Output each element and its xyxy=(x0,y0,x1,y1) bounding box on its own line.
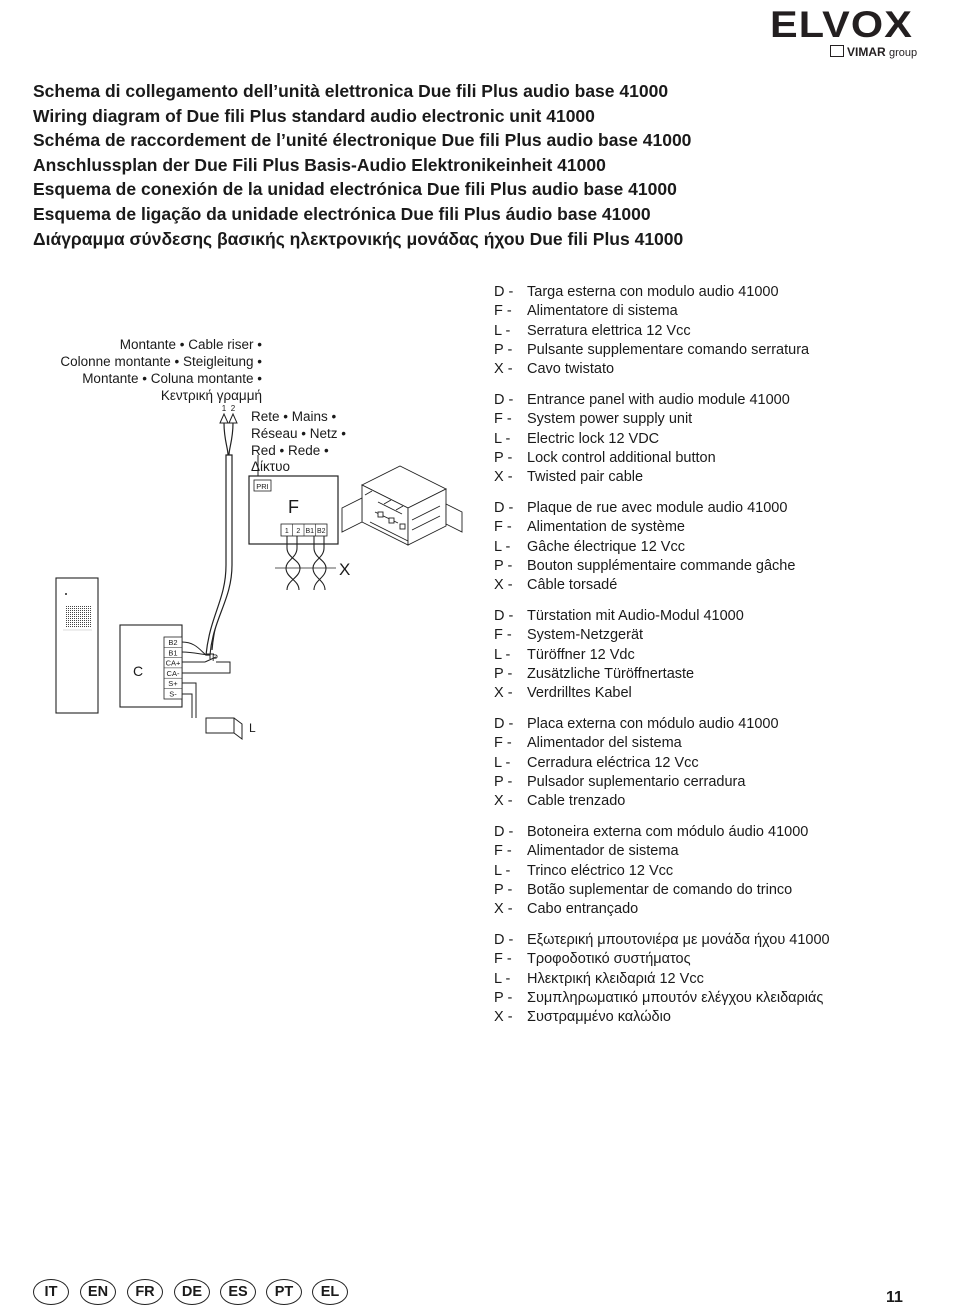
legend-code: D - xyxy=(494,607,514,624)
legend-text: System power supply unit xyxy=(527,411,693,428)
riser-label-line-2: Colonne montante • Steigleitung • xyxy=(60,354,262,369)
language-badge-de[interactable]: DE xyxy=(174,1279,210,1305)
legend-code: L - xyxy=(494,754,511,771)
legend-text: System-Netzgerät xyxy=(527,627,644,644)
legend-code: X - xyxy=(494,901,513,918)
legend-row xyxy=(494,341,934,360)
legend-text: Τροφοδοτικό συστήματος xyxy=(527,951,691,968)
brand-group xyxy=(830,45,917,59)
title-fr: Schéma de raccordement de l’unité électronique Due fili Plus audio base 41000 xyxy=(33,130,692,151)
legend-code: F - xyxy=(494,951,512,968)
legend-row xyxy=(494,646,934,665)
legend-code: L - xyxy=(494,430,511,447)
legend-row xyxy=(494,823,934,842)
legend-group-el xyxy=(494,931,934,1027)
legend-text: Alimentador del sistema xyxy=(527,735,682,752)
riser-label-line-1: Montante • Cable riser • xyxy=(119,337,262,352)
legend-code: D - xyxy=(494,823,514,840)
legend-code: D - xyxy=(494,391,514,408)
legend-text: Twisted pair cable xyxy=(527,469,644,486)
legend-text: Cavo twistato xyxy=(527,361,615,378)
legend-text: Lock control additional button xyxy=(527,449,716,466)
legend-text: Alimentation de système xyxy=(527,519,685,536)
brand-group-name: VIMAR xyxy=(847,45,886,59)
legend-row xyxy=(494,518,934,537)
riser-label-line-4: Κεντρική γραμμή xyxy=(160,388,262,403)
legend-code: F - xyxy=(494,303,512,320)
language-badge-es[interactable]: ES xyxy=(220,1279,256,1305)
legend-row xyxy=(494,715,934,734)
brand-name: ELVOX xyxy=(770,4,913,45)
legend-code: F - xyxy=(494,519,512,536)
legend-code: F - xyxy=(494,735,512,752)
riser-terminal-2: 2 xyxy=(230,404,236,413)
legend-code: X - xyxy=(494,577,513,594)
legend-code: L - xyxy=(494,538,511,555)
lock-wires xyxy=(182,683,196,718)
legend-row xyxy=(494,499,934,518)
unit-label: C xyxy=(132,663,144,679)
legend-group-it xyxy=(494,283,934,379)
legend-row xyxy=(494,607,934,626)
legend-text: Ηλεκτρική κλειδαριά 12 Vcc xyxy=(527,970,704,987)
page-titles xyxy=(33,79,691,251)
riser-terminal-1: 1 xyxy=(221,404,227,413)
legend-text: Verdrilltes Kabel xyxy=(527,685,632,702)
legend-row xyxy=(494,754,934,773)
legend-code: X - xyxy=(494,685,513,702)
legend-row xyxy=(494,410,934,429)
legend-row xyxy=(494,430,934,449)
lock-label: L xyxy=(249,721,256,735)
legend-text: Bouton supplémentaire commande gâche xyxy=(527,557,796,574)
riser-cable-bundle xyxy=(206,455,232,655)
legend-text: Entrance panel with audio module 41000 xyxy=(527,391,790,408)
title-it: Schema di collegamento dell’unità elettronica Due fili Plus audio base 41000 xyxy=(33,81,669,101)
legend-row xyxy=(494,970,934,989)
title-es: Esquema de conexión de la unidad electrónica Due fili Plus audio base 41000 xyxy=(33,179,677,200)
unit-terminal-ca-minus: CA- xyxy=(166,668,180,678)
legend-group-pt xyxy=(494,823,934,919)
legend-text: Serratura elettrica 12 Vcc xyxy=(527,322,691,339)
legend-code: P - xyxy=(494,341,513,358)
speaker-grille xyxy=(66,605,92,627)
language-badge-fr[interactable]: FR xyxy=(127,1279,163,1305)
legend-code: F - xyxy=(494,627,512,644)
legend-code: P - xyxy=(494,989,513,1006)
elvox-logo xyxy=(768,4,918,60)
button-wires xyxy=(182,662,230,673)
legend-code: D - xyxy=(494,284,514,300)
mains-label-line-2: Réseau • Netz • xyxy=(251,426,346,441)
title-en: Wiring diagram of Due fili Plus standard audio electronic unit 41000 xyxy=(33,105,595,126)
legend-row xyxy=(494,734,934,753)
riser-label-line-3: Montante • Coluna montante • xyxy=(82,371,262,386)
legend-row xyxy=(494,557,934,576)
legend-text: Εξωτερική μπουτονιέρα με μονάδα ήχου 41000 xyxy=(527,931,830,948)
legend-row xyxy=(494,538,934,557)
legend-text: Câble torsadé xyxy=(527,577,618,594)
mains-label-line-4: Δίκτυο xyxy=(251,459,290,474)
legend-code: F - xyxy=(494,411,512,428)
language-badge-it[interactable]: IT xyxy=(33,1279,69,1305)
legend-text: Targa esterna con modulo audio 41000 xyxy=(527,284,779,300)
legend-text: Botoneira externa com módulo áudio 41000 xyxy=(527,823,809,840)
psu-terminal-b2: B2 xyxy=(317,528,326,535)
legend-code: L - xyxy=(494,970,511,987)
riser-arrow-icon xyxy=(220,414,237,423)
legend-text: Alimentador de sistema xyxy=(527,843,679,860)
unit-terminal-ca-plus: CA+ xyxy=(165,658,181,668)
legend-text: Trinco eléctrico 12 Vcc xyxy=(527,862,674,879)
unit-terminal-b2: B2 xyxy=(168,638,178,647)
legend-row xyxy=(494,792,934,811)
legend-row xyxy=(494,626,934,645)
legend-text: Placa externa con módulo audio 41000 xyxy=(527,715,779,732)
language-badge-pt[interactable]: PT xyxy=(266,1279,302,1305)
mains-label-line-3: Red • Rede • xyxy=(251,443,329,458)
legend-row xyxy=(494,881,934,900)
legend-group-de xyxy=(494,607,934,703)
legend-code: P - xyxy=(494,449,513,466)
legend-text: Cable trenzado xyxy=(527,793,626,810)
legend-code: X - xyxy=(494,469,513,486)
legend-text: Cabo entrançado xyxy=(527,901,639,918)
legend-text: Συμπληρωματικό μπουτόν ελέγχου κλειδαριάς xyxy=(527,989,824,1006)
cable-label: X xyxy=(339,560,351,579)
legend xyxy=(494,283,934,1039)
legend-text: Türstation mit Audio-Modul 41000 xyxy=(527,607,744,624)
legend-text: Cerradura eléctrica 12 Vcc xyxy=(527,754,699,771)
title-el: Διάγραμμα σύνδεσης βασικής ηλεκτρονικής μονάδας ήχου Due fili Plus 41000 xyxy=(33,228,684,249)
legend-row xyxy=(494,1008,934,1027)
legend-text: Συστραμμένο καλώδιο xyxy=(527,1009,671,1026)
legend-row xyxy=(494,391,934,410)
legend-row xyxy=(494,665,934,684)
brand-group-suffix: group xyxy=(889,47,918,59)
legend-text: Pulsante supplementare comando serratura xyxy=(527,341,810,358)
legend-row xyxy=(494,862,934,881)
legend-row xyxy=(494,989,934,1008)
legend-code: P - xyxy=(494,881,513,898)
title-de: Anschlussplan der Due Fili Plus Basis-Audio Elektronikeinheit 41000 xyxy=(33,154,606,175)
language-badge-el[interactable]: EL xyxy=(312,1279,348,1305)
legend-group-fr xyxy=(494,499,934,595)
unit-terminal-s-plus: S+ xyxy=(168,679,178,689)
legend-row xyxy=(494,842,934,861)
entrance-panel xyxy=(56,578,98,713)
language-badge-en[interactable]: EN xyxy=(80,1279,116,1305)
psu-label: F xyxy=(288,497,299,517)
legend-code: D - xyxy=(494,499,514,516)
legend-code: P - xyxy=(494,557,513,574)
din-module-illustration xyxy=(342,466,462,545)
legend-text: Pulsador suplementario cerradura xyxy=(527,773,746,790)
legend-code: X - xyxy=(494,361,513,378)
mains-label-line-1: Rete • Mains • xyxy=(251,409,337,424)
psu-terminal-b1: B1 xyxy=(305,528,315,535)
legend-row xyxy=(494,283,934,302)
legend-row xyxy=(494,449,934,468)
legend-row xyxy=(494,360,934,379)
legend-code: P - xyxy=(494,665,513,682)
legend-text: Plaque de rue avec module audio 41000 xyxy=(527,499,788,516)
legend-code: L - xyxy=(494,862,511,879)
legend-text: Zusätzliche Türöffnertaste xyxy=(527,665,695,682)
page-number: 11 xyxy=(886,1289,903,1306)
legend-row xyxy=(494,931,934,950)
legend-text: Electric lock 12 VDC xyxy=(527,430,660,447)
psu-terminal-2: 2 xyxy=(296,528,301,535)
legend-row xyxy=(494,322,934,341)
legend-group-en xyxy=(494,391,934,487)
legend-row xyxy=(494,900,934,919)
legend-code: L - xyxy=(494,646,511,663)
legend-code: P - xyxy=(494,773,513,790)
legend-text: Botão suplementar de comando do trinco xyxy=(527,881,793,898)
legend-text: Alimentatore di sistema xyxy=(527,303,678,320)
legend-row xyxy=(494,684,934,703)
legend-text: Türöffner 12 Vdc xyxy=(527,646,635,663)
legend-row xyxy=(494,773,934,792)
legend-code: L - xyxy=(494,322,511,339)
wiring-diagram xyxy=(40,320,480,760)
legend-code: D - xyxy=(494,715,514,732)
legend-row xyxy=(494,468,934,487)
unit-terminal-s-minus: S- xyxy=(169,689,177,699)
legend-row xyxy=(494,950,934,969)
legend-code: D - xyxy=(494,931,514,948)
vimar-mark-icon xyxy=(830,45,844,57)
legend-group-es xyxy=(494,715,934,811)
legend-code: F - xyxy=(494,843,512,860)
unit-terminal-b1: B1 xyxy=(168,648,178,658)
legend-row xyxy=(494,576,934,595)
lock-icon xyxy=(206,718,242,739)
pri-label: PRI xyxy=(256,482,269,491)
psu-terminal-1: 1 xyxy=(284,528,289,535)
title-pt: Esquema de ligação da unidade electrónica Due fili Plus áudio base 41000 xyxy=(33,203,651,224)
legend-code: X - xyxy=(494,793,513,810)
legend-code: X - xyxy=(494,1009,513,1026)
legend-text: Gâche électrique 12 Vcc xyxy=(527,538,685,555)
button-label: P xyxy=(212,653,219,663)
legend-row xyxy=(494,302,934,321)
